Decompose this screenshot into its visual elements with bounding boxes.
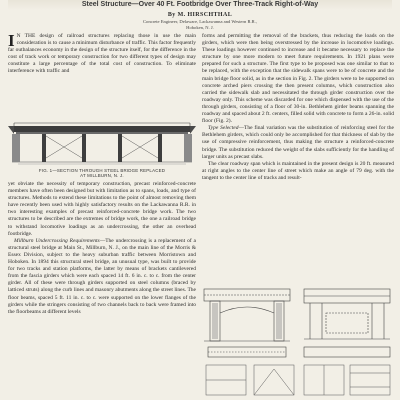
body-paragraph xyxy=(202,125,394,160)
figure-1-bridge-drawing xyxy=(8,118,196,166)
section-subhead: Type Selected xyxy=(208,125,239,132)
intro-text: N THE design of railroad structures replacing those in use the main consideration is to cause a minimum disturbance of traffic. This factor frequently far outbalances economy in the design of the structure itself, for the difference in the cost of track work or temporary construction for two different types of design may constitute a large percentage of the total cost of construction. To eliminate interference with traffic and xyxy=(8,33,196,75)
affiliation-line: Hoboken, N. J. xyxy=(186,24,214,30)
drop-cap: I xyxy=(8,33,15,50)
author-byline: By M. HIRSCHTHAL xyxy=(167,12,233,18)
body-paragraph: yet obviate the necessity of temporary construction, precast reinforced-concrete members have often been designed but with limitation as to spans, loads, and type of structures. Methods to extend these limitations to the point of almost removing them have recently been used with highly satisfactory results on the Lackawanna R.R. in two interesting examples of precast reinforced-concrete bridge work. The two structures to be described are the extremes of bridge work, the one a railroad bridge to withstand locomotive loadings as an undercrossing, the other an overhead footbridge. xyxy=(8,181,196,237)
article-headline: Steel Structure—Over 40 Ft. Footbridge Over Three-Track Right-of-Way xyxy=(8,0,392,10)
figure-1-caption xyxy=(8,168,196,179)
body-paragraph: forms and permitting the removal of the brackets, thus reducing the loads on the girders, which were then being overstressed by the increase in locomotive loadings. These loadings however continued to increase and it became necessary to replace the structure by one more modern to meet future requirements. In 1921 plans were prepared for such a structure. The first type to be proposed was one similar to that to be replaced, with the exception that the sidewalk spans were to be of concrete and the main bridge floor solid, as in the section in Fig. 2. The girders were to be supported on concrete arched piers crossing the then present columns, which construction also carried the sidewalk slab and necessitated the through girder construction over the roadway only. This scheme was discarded for one which dispensed with the use of the through girders, consisting of a floor of 30-in. Bethlehem girder beams spanning the roadway and spaced about 2 ft. centers, filled solid with concrete to form a 26-in. solid floor (Fig. 2). xyxy=(202,33,394,125)
body-paragraph xyxy=(8,238,196,316)
left-column-intro xyxy=(8,33,196,117)
section-subhead: Millburn Undercrossing Requirements xyxy=(14,237,100,244)
left-column-body xyxy=(8,181,196,400)
affiliation-line: Concrete Engineer, Delaware, Lackawanna and Western R.R., xyxy=(142,19,258,24)
paragraph-text: —The final variation was the substitution of reinforcing steel for the Bethlehem girders, which could only be accomplished for that thickness of slab by the use of compressive reinforcement, thus making the structure a reinforced-concrete bridge. The substitution reduced the weight of the slabs sufficiently for the handling of larger units as precast slabs. xyxy=(202,125,394,160)
figure-2-section-drawings xyxy=(200,283,394,400)
body-paragraph: The clear roadway span which is maintained in the present design is 20 ft. measured at right angles to the center line of street which make an angle of 79 deg. with the tangent to the center line of tracks and result- xyxy=(202,160,394,181)
paragraph-text: —The undercrossing is a replacement of a structural steel bridge at Main St., Millburn, N. J., on the main line of the Morris & Essex Division, subject to the heavy suburban traffic between Morristown and Hoboken. In 1894 this structural steel bridge, an unusual type, was built to provide for two tracks and station platforms, the latter by means of brackets cantilevered from the fascia girders which were each spaced 14 ft. 6 in. c. to c. from the center girder. All of these were through girders supported on steel columns (braced by latticed struts) along the curb lines and masonry abutments along the street lines. The floor beams, spaced 5 ft. 11 in. c. to c. were supported on the lower flanges of the girders while the stringers consisting of two channels back to back were framed into the floorbeams at different levels xyxy=(8,237,196,315)
intro-paragraph xyxy=(8,33,196,76)
caption-line: FIG. 1—SECTION THROUGH STEEL BRIDGE REPLACED xyxy=(38,168,166,173)
caption-line: AT MILLBURN, N. J. xyxy=(80,173,124,179)
right-column-body xyxy=(202,33,394,281)
author-affiliation xyxy=(0,19,400,30)
